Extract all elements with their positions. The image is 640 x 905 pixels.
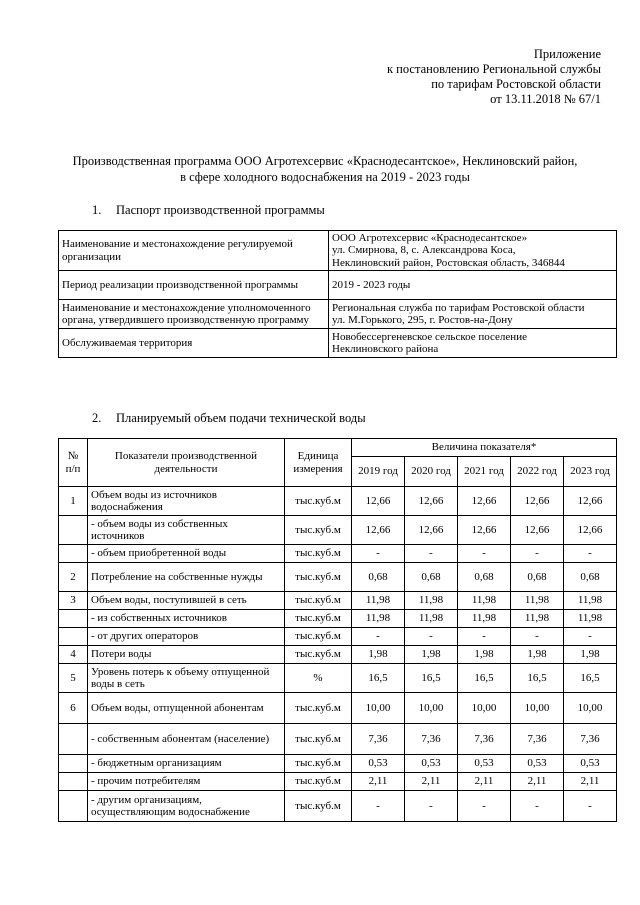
appendix-line: к постановлению Региональной службы [386,62,601,76]
passport-value-line: ул. М.Горького, 295, г. Ростов-на-Дону [332,314,513,326]
cell-indicator: Объем воды, поступившей в сеть [88,592,285,610]
cell-value: - [458,628,511,646]
cell-value: - [405,791,458,822]
cell-value: - [458,791,511,822]
cell-value: 12,66 [352,516,405,545]
cell-indicator: - другим организациям, осуществляющим водоснабжение [88,791,285,822]
cell-value: 12,66 [564,487,617,516]
cell-num: 6 [59,693,88,724]
passport-value-line: ул. Смирнова, 8, с. Александрова Коса, [332,244,516,257]
passport-row [59,231,617,271]
cell-value: 0,53 [405,755,458,773]
cell-indicator: - прочим потребителям [88,773,285,791]
col-header-year: 2019 год [352,457,405,487]
cell-value: - [405,628,458,646]
cell-value: 0,68 [405,563,458,592]
cell-indicator: Потребление на собственные нужды [88,563,285,592]
cell-indicator: - бюджетным организациям [88,755,285,773]
cell-value: 12,66 [352,487,405,516]
passport-label: Обслуживаемая территория [59,329,329,358]
cell-value: 0,53 [564,755,617,773]
passport-value-line: Новобессергеневское сельское поселение [332,330,527,343]
passport-value-line: Региональная служба по тарифам Ростовской области [332,301,585,314]
passport-value [329,300,617,329]
cell-value: - [405,545,458,563]
cell-indicator: Объем воды из источников водоснабжения [88,487,285,516]
cell-unit: тыс.куб.м [285,610,352,628]
col-header-year: 2022 год [511,457,564,487]
section-number: 2. [92,411,102,425]
cell-value: 0,53 [458,755,511,773]
cell-unit: % [285,664,352,693]
cell-value: 1,98 [405,646,458,664]
cell-indicator: - из собственных источников [88,610,285,628]
cell-value: 2,11 [511,773,564,791]
cell-value: 16,5 [564,664,617,693]
table-row [59,545,617,563]
cell-value: - [352,791,405,822]
cell-value: 11,98 [564,610,617,628]
col-header-year: 2020 год [405,457,458,487]
cell-value: 11,98 [458,592,511,610]
cell-value: 1,98 [511,646,564,664]
cell-value: 0,68 [511,563,564,592]
cell-value: - [564,545,617,563]
cell-value: 10,00 [352,693,405,724]
section-title: Паспорт производственной программы [116,203,325,217]
cell-value: 16,5 [511,664,564,693]
table-row [59,773,617,791]
cell-value: 7,36 [511,724,564,755]
passport-value [329,271,617,300]
cell-value: 0,68 [564,563,617,592]
cell-value: 12,66 [511,487,564,516]
cell-value: 7,36 [564,724,617,755]
passport-label: Наименование и местонахождение регулируемой организации [59,231,329,271]
cell-indicator: - объем приобретенной воды [88,545,285,563]
cell-value: 12,66 [511,516,564,545]
title-line: Производственная программа ООО Агротехсервис «Краснодесантское», Неклиновский район, [72,154,578,168]
cell-num [59,516,88,545]
table-row [59,755,617,773]
cell-value: 1,98 [352,646,405,664]
table-row [59,516,617,545]
col-header-year: 2021 год [458,457,511,487]
cell-value: 2,11 [564,773,617,791]
cell-value: 12,66 [458,487,511,516]
cell-unit: тыс.куб.м [285,592,352,610]
passport-value-line: Неклиновский район, Ростовская область, 346844 [332,256,565,269]
volume-table [58,438,617,822]
col-header-year: 2023 год [564,457,617,487]
passport-table [58,230,617,358]
cell-value: 11,98 [511,592,564,610]
cell-value: 11,98 [458,610,511,628]
table-header-row [59,439,617,457]
cell-value: 0,53 [511,755,564,773]
passport-value-line: Неклиновского района [332,343,439,355]
table-row [59,563,617,592]
cell-value: 0,68 [458,563,511,592]
cell-value: 0,68 [352,563,405,592]
cell-value: 16,5 [352,664,405,693]
cell-indicator: - собственным абонентам (население) [88,724,285,755]
cell-unit: тыс.куб.м [285,487,352,516]
passport-value-line: ООО Агротехсервис «Краснодесантское» [332,231,528,244]
cell-value: - [564,628,617,646]
cell-value: 7,36 [458,724,511,755]
cell-value: 10,00 [405,693,458,724]
cell-value: - [511,545,564,563]
section-2-heading [92,411,366,426]
table-row [59,628,617,646]
cell-value: 10,00 [511,693,564,724]
appendix-line: от 13.11.2018 № 67/1 [490,92,601,106]
cell-unit: тыс.куб.м [285,791,352,822]
cell-num: 1 [59,487,88,516]
passport-value [329,329,617,358]
cell-value: 12,66 [458,516,511,545]
cell-value: 11,98 [511,610,564,628]
passport-value [329,231,617,271]
cell-value: 11,98 [405,610,458,628]
cell-value: 2,11 [352,773,405,791]
cell-value: 16,5 [458,664,511,693]
table-row [59,646,617,664]
col-header-value: Величина показателя* [352,439,617,457]
cell-value: - [458,545,511,563]
cell-num [59,628,88,646]
cell-unit: тыс.куб.м [285,628,352,646]
cell-value: 11,98 [405,592,458,610]
cell-num: 2 [59,563,88,592]
cell-value: 11,98 [352,610,405,628]
cell-unit: тыс.куб.м [285,724,352,755]
cell-value: - [352,545,405,563]
table-row [59,610,617,628]
cell-num [59,724,88,755]
cell-value: 2,11 [405,773,458,791]
cell-unit: тыс.куб.м [285,755,352,773]
cell-num [59,791,88,822]
table-row [59,693,617,724]
cell-num [59,545,88,563]
appendix-line: по тарифам Ростовской области [431,77,601,91]
cell-value: 1,98 [458,646,511,664]
cell-indicator: Объем воды, отпущенной абонентам [88,693,285,724]
cell-unit: тыс.куб.м [285,516,352,545]
table-row [59,724,617,755]
cell-indicator: - объем воды из собственных источников [88,516,285,545]
cell-value: 11,98 [352,592,405,610]
cell-unit: тыс.куб.м [285,693,352,724]
passport-value-line: 2019 - 2023 годы [332,278,411,291]
cell-value: 11,98 [564,592,617,610]
section-number: 1. [92,203,102,217]
table-row [59,791,617,822]
passport-row [59,300,617,329]
cell-value: 12,66 [405,487,458,516]
passport-row [59,271,617,300]
cell-unit: тыс.куб.м [285,545,352,563]
cell-value: 16,5 [405,664,458,693]
cell-value: - [511,628,564,646]
table-row [59,664,617,693]
table-row [59,487,617,516]
cell-num: 5 [59,664,88,693]
cell-value: 7,36 [405,724,458,755]
cell-indicator: Потери воды [88,646,285,664]
cell-value: 10,00 [564,693,617,724]
appendix-header [387,47,601,107]
cell-value: - [511,791,564,822]
cell-num [59,773,88,791]
cell-num [59,610,88,628]
col-header-unit: Единица измерения [285,439,352,487]
passport-row [59,329,617,358]
cell-num: 3 [59,592,88,610]
col-header-indicator: Показатели производственной деятельности [88,439,285,487]
cell-value: 7,36 [352,724,405,755]
cell-indicator: - от других операторов [88,628,285,646]
cell-unit: тыс.куб.м [285,646,352,664]
cell-value: 0,53 [352,755,405,773]
cell-value: 12,66 [405,516,458,545]
cell-unit: тыс.куб.м [285,563,352,592]
cell-value: 1,98 [564,646,617,664]
cell-value: 2,11 [458,773,511,791]
col-header-num: № п/п [59,439,88,487]
appendix-line: Приложение [533,47,601,61]
cell-value: - [564,791,617,822]
cell-num: 4 [59,646,88,664]
table-row [59,592,617,610]
document-title [40,154,610,185]
cell-unit: тыс.куб.м [285,773,352,791]
cell-value: 10,00 [458,693,511,724]
cell-indicator: Уровень потерь к объему отпущенной воды в сеть [88,664,285,693]
section-1-heading [92,203,325,218]
passport-label: Наименование и местонахождение уполномоченного органа, утвердившего производственную программу [59,300,329,329]
cell-value: - [352,628,405,646]
title-line: в сфере холодного водоснабжения на 2019 - 2023 годы [180,169,470,184]
passport-label: Период реализации производственной программы [59,271,329,300]
section-title: Планируемый объем подачи технической воды [116,411,366,425]
cell-value: 12,66 [564,516,617,545]
cell-num [59,755,88,773]
